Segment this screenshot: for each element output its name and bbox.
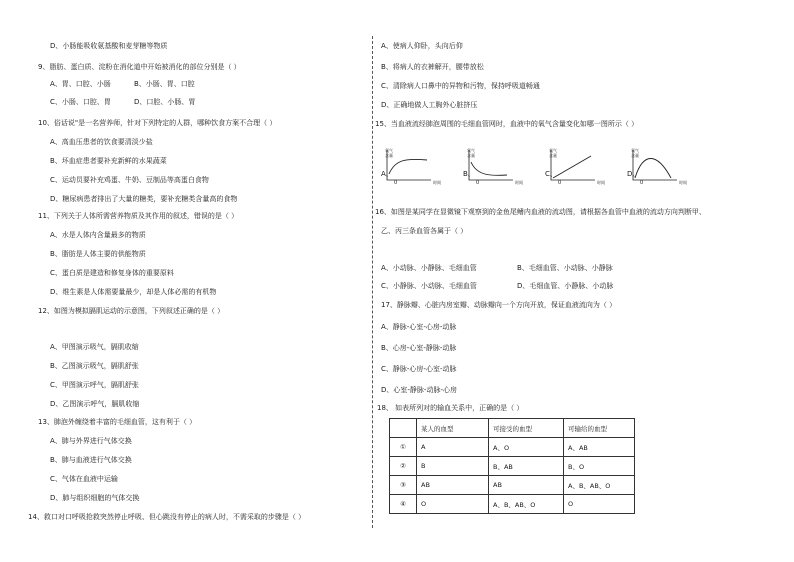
q13-stem: 13、肺泡外缠绕着丰富的毛细血管，这有利于（ ）: [38, 418, 197, 426]
q10-option-c: C、运动员要补充鸡蛋、牛奶、豆制品等高蛋白食物: [50, 176, 209, 184]
q15-stem: 15、当血液流经肺泡周围的毛细血管网时，血液中的氧气含量变化如哪一图所示（ ）: [375, 120, 639, 128]
q15-chart-d: [627, 148, 707, 188]
q16-stem-line2: 乙、丙三条血管各属于（ ）: [381, 227, 468, 235]
q13-option-a: A、肺与外界进行气体交换: [50, 437, 132, 445]
table-cell: AB: [489, 476, 564, 495]
chart-origin: 0: [558, 180, 562, 186]
q10-stem: 10、俗话说"是一名营养师，针对下列特定的人群，哪种饮食方案不合理（ ）: [38, 119, 277, 127]
table-cell: B、AB: [489, 457, 564, 476]
chart-ylabel: 氧气含量: [549, 148, 557, 158]
q8-option-d: D、小肠能吸收氨基酸和麦芽糖等物质: [50, 42, 168, 50]
column-divider: [372, 36, 373, 528]
table-row: [390, 457, 635, 476]
table-cell: ③: [390, 476, 417, 495]
q11-option-c: C、蛋白质是建造和修复身体的重要原料: [50, 269, 174, 277]
table-header-cell: 某人的血型: [417, 419, 489, 438]
chart-letter: C、: [545, 170, 557, 178]
table-cell: O: [417, 495, 489, 514]
chart-xlabel: 时间: [433, 180, 441, 185]
q17-option-d: D、心室-静脉-动脉-心房: [381, 386, 457, 394]
table-row: [390, 495, 635, 514]
q16-option-c: C、小静脉、小动脉、毛细血管: [381, 282, 477, 290]
chart-letter: A、: [381, 170, 393, 178]
table-row: [390, 476, 635, 495]
q16-stem-line1: 16、如图是某同学在显微镜下观察到的金鱼尾鳍内血液的流动图，请根据各血管中血液的流动方向判断甲、: [375, 208, 706, 216]
q12-stem: 12、如图为模拟膈肌运动的示意图，下列叙述正确的是（ ）: [38, 307, 225, 315]
table-cell: A、AB: [564, 438, 635, 457]
q16-option-d: D、毛细血管、小静脉、小动脉: [517, 282, 614, 290]
q18-stem: 18、 如表所列对的输血关系中，正确的是（ ）: [377, 404, 524, 412]
chart-xlabel: 时间: [597, 180, 605, 185]
table-cell: ④: [390, 495, 417, 514]
table-row: [390, 438, 635, 457]
chart-origin: 0: [394, 180, 398, 186]
q10-option-b: B、坏血症患者要补充新鲜的水果蔬菜: [50, 157, 167, 165]
q14-option-b: B、将病人的衣裤解开，腰带放松: [381, 63, 484, 71]
q12-option-a: A、甲图演示吸气，膈肌收缩: [50, 343, 139, 351]
chart-xlabel: 时间: [515, 180, 523, 185]
q17-stem: 17、静脉瓣、心脏内房室瓣、动脉瓣向一个方向开放，保证血液流向为（ ）: [381, 301, 617, 309]
chart-ylabel: 氧气含量: [467, 148, 475, 158]
chart-letter: B、: [463, 170, 475, 178]
table-cell: ②: [390, 457, 417, 476]
q12-option-d: D、乙图演示呼气，膈肌收缩: [50, 400, 140, 408]
q17-option-a: A、静脉-心室-心房-动脉: [381, 323, 457, 331]
table-cell: O: [564, 495, 635, 514]
table-cell: B: [417, 457, 489, 476]
q14-option-d: D、正确地做人工胸外心脏挤压: [381, 101, 478, 109]
blood-transfusion-table: [389, 418, 635, 514]
table-header-cell: 可接受的血型: [489, 419, 564, 438]
q10-option-d: D、糖尿病患者排出了大量的糖类，要补充糖类含量高的食物: [50, 195, 238, 203]
q11-stem: 11、下列关于人体所需营养物质及其作用的叙述，错误的是（ ）: [38, 212, 239, 220]
q15-chart-c: [545, 148, 625, 188]
table-cell: B、O: [564, 457, 635, 476]
q13-option-c: C、气体在血液中运输: [50, 475, 118, 483]
q17-option-b: B、心房-心室-静脉-动脉: [381, 344, 457, 352]
q9-option-b: B、小肠、胃、口腔: [134, 80, 195, 88]
q11-option-b: B、脂肪是人体主要的供能物质: [50, 250, 146, 258]
q14-option-a: A、使病人仰卧，头向后仰: [381, 42, 463, 50]
q13-option-b: B、肺与血液进行气体交换: [50, 456, 132, 464]
table-cell: A: [417, 438, 489, 457]
q9-stem: 9、脂肪、蛋白质、淀粉在消化道中开始被消化的部位分别是（ ）: [38, 63, 241, 71]
q13-option-d: D、肺与组织细胞的气体交换: [50, 494, 140, 502]
q16-option-a: A、小动脉、小静脉、毛细血管: [381, 264, 477, 272]
q9-option-a: A、胃、口腔、小肠: [50, 80, 111, 88]
table-cell: A、O: [489, 438, 564, 457]
q12-option-b: B、乙图演示吸气，膈肌舒张: [50, 362, 139, 370]
table-header-cell: [390, 419, 417, 438]
table-cell: AB: [417, 476, 489, 495]
q11-option-a: A、水是人体内含量最多的物质: [50, 231, 146, 239]
q14-stem: 14、救口对口呼吸抢救突然停止呼吸、但心跳没有停止的病人时，不需采取的步骤是（ ）: [28, 513, 306, 521]
table-header-cell: 可输给的血型: [564, 419, 635, 438]
table-cell: ①: [390, 438, 417, 457]
q17-option-c: C、静脉-心房-心室-动脉: [381, 365, 457, 373]
q15-chart-b: [463, 148, 543, 188]
q12-option-c: C、甲图演示呼气，膈肌舒张: [50, 381, 139, 389]
chart-origin: 0: [640, 180, 644, 186]
q9-option-d: D、口腔、小肠、胃: [134, 98, 196, 106]
q15-chart-a: [381, 148, 461, 188]
table-header-row: [390, 419, 635, 438]
q16-option-b: B、毛细血管、小动脉、小静脉: [517, 264, 613, 272]
table-cell: A、B、AB、O: [564, 476, 635, 495]
q11-option-d: D、维生素是人体需要量最少，却是人体必需的有机物: [50, 288, 217, 296]
chart-letter: D、: [627, 170, 640, 178]
q9-option-c: C、小肠、口腔、胃: [50, 98, 111, 106]
q14-option-c: C、清除病人口鼻中的异物和污物，保持呼吸道畅通: [381, 82, 540, 90]
chart-ylabel: 氧气含量: [385, 148, 393, 158]
chart-xlabel: 时间: [679, 180, 687, 185]
chart-origin: 0: [476, 180, 480, 186]
chart-ylabel: 氧气含量: [631, 148, 639, 158]
table-cell: A、B、AB、O: [489, 495, 564, 514]
q10-option-a: A、高血压患者的饮食要清淡少盐: [50, 138, 153, 146]
